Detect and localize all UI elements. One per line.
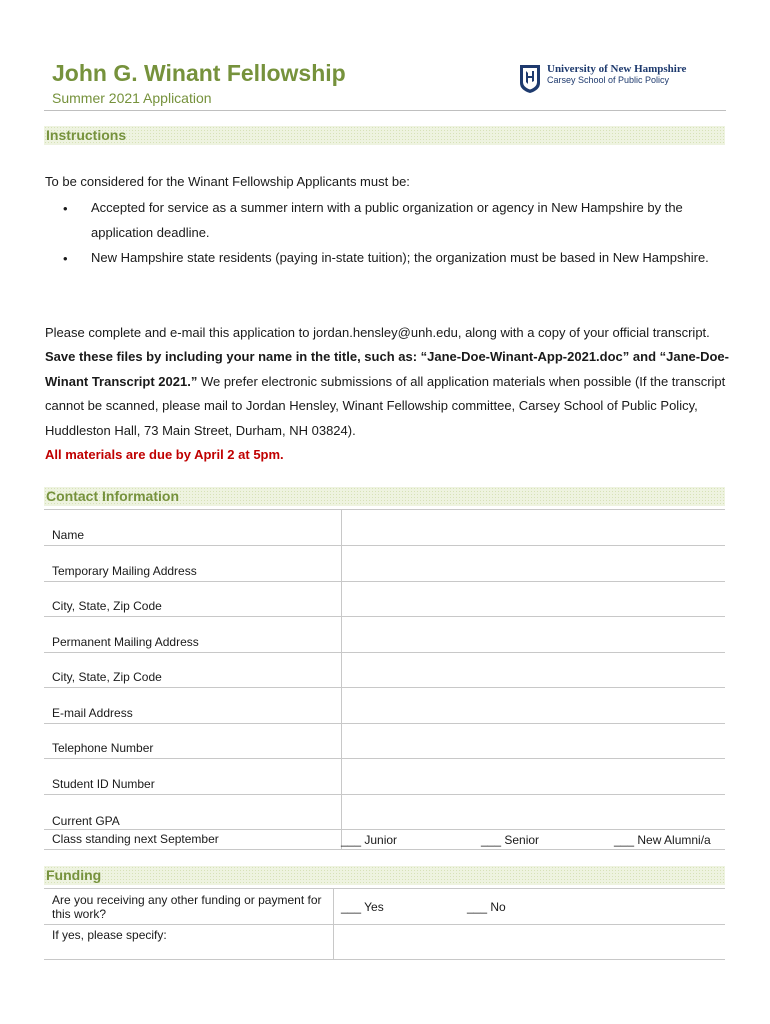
form-row — [44, 546, 725, 582]
field-label: Permanent Mailing Address — [44, 617, 342, 653]
form-row — [44, 794, 725, 829]
funding-specify-input[interactable] — [334, 925, 724, 958]
table-bottom-rule — [44, 849, 725, 850]
logo-school-name: Carsey School of Public Policy — [547, 75, 670, 85]
telephone-input[interactable] — [342, 723, 726, 759]
submission-text-part2: We prefer electronic submissions of all application materials when possible (If the transcript cannot be scanned, please mail to Jordan Hensley, Winant Fellowship committee, Carsey School of Public Policy, Huddleston Hall, 73 Main Street, Durham, NH 03824). — [45, 373, 726, 438]
submission-instructions — [45, 321, 735, 443]
field-label: Class standing next September — [44, 829, 342, 849]
funding-section-header — [44, 866, 725, 885]
contact-form-table — [44, 509, 725, 849]
funding-heading: Funding — [46, 867, 102, 883]
form-row — [44, 510, 725, 546]
funding-top-rule — [44, 888, 725, 889]
file-naming-instructions: Save these files by including your name in the title, such as: “Jane-Doe-Winant-App-2021.doc” and “Jane-Doe-Winant Transcript 2021.” — [45, 349, 729, 389]
unh-shield-icon — [519, 64, 541, 94]
bullet-item: New Hampshire state residents (paying in-state tuition); the organization must be based in New Hampshire. — [91, 250, 709, 265]
form-row — [44, 652, 725, 688]
funding-yes-option[interactable]: ___ Yes — [341, 900, 384, 914]
funding-bottom-rule — [44, 959, 725, 960]
senior-option[interactable]: ___ Senior — [481, 833, 540, 847]
field-label: City, State, Zip Code — [44, 581, 342, 617]
instructions-section-header — [44, 126, 725, 145]
page-subtitle: Summer 2021 Application — [52, 90, 212, 106]
funding-no-option[interactable]: ___ No — [467, 900, 506, 914]
field-label: Temporary Mailing Address — [44, 546, 342, 582]
specify-label: If yes, please specify: — [52, 928, 167, 942]
new-alumni-option[interactable]: ___ New Alumni/a — [614, 833, 711, 847]
funding-question: Are you receiving any other funding or payment for this work? — [52, 893, 322, 921]
field-label: E-mail Address — [44, 688, 342, 724]
form-row — [44, 617, 725, 653]
student-id-input[interactable] — [342, 759, 726, 795]
temporary-address-input[interactable] — [342, 546, 726, 582]
name-input[interactable] — [342, 510, 726, 546]
unh-logo — [519, 64, 719, 94]
permanent-address-input[interactable] — [342, 617, 726, 653]
header-divider — [44, 110, 726, 111]
instructions-intro: To be considered for the Winant Fellowship Applicants must be: — [45, 174, 410, 189]
email-input[interactable] — [342, 688, 726, 724]
field-label: Current GPA — [44, 794, 342, 829]
deadline-notice: All materials are due by April 2 at 5pm. — [45, 447, 284, 462]
field-label: Name — [44, 510, 342, 546]
logo-university-name: University of New Hampshire — [547, 63, 687, 75]
submission-text-part1: Please complete and e-mail this application to jordan.hensley@unh.edu, along with a copy of your official transcript. — [45, 325, 710, 340]
field-label: City, State, Zip Code — [44, 652, 342, 688]
gpa-input[interactable] — [342, 794, 726, 829]
bullet-dot: • — [63, 201, 68, 216]
junior-option[interactable]: ___ Junior — [341, 833, 398, 847]
permanent-city-state-zip-input[interactable] — [342, 652, 726, 688]
form-row — [44, 759, 725, 795]
form-row — [44, 581, 725, 617]
form-row — [44, 688, 725, 724]
instructions-heading: Instructions — [46, 127, 127, 143]
bullet-dot: • — [63, 251, 68, 266]
page-title: John G. Winant Fellowship — [52, 60, 346, 86]
contact-heading: Contact Information — [46, 488, 179, 504]
temporary-city-state-zip-input[interactable] — [342, 581, 726, 617]
field-label: Student ID Number — [44, 759, 342, 795]
form-row — [44, 723, 725, 759]
bullet-item: Accepted for service as a summer intern with a public organization or agency in New Hampshire by the application deadline. — [91, 200, 683, 240]
field-label: Telephone Number — [44, 723, 342, 759]
contact-section-header — [44, 487, 725, 506]
